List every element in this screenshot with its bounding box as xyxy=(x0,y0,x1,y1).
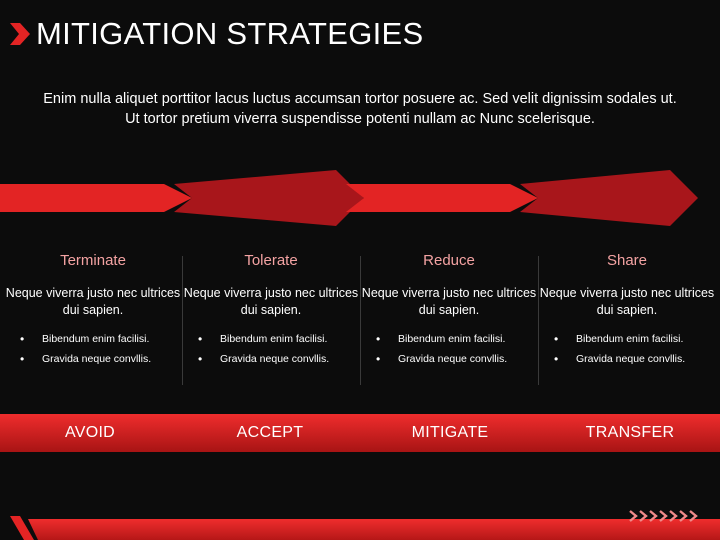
strategy-column xyxy=(4,250,182,385)
bullet-item: • Gravida neque convllis. xyxy=(182,353,360,365)
strategy-description: Neque viverra justo nec ultrices dui sapien. xyxy=(361,286,537,317)
strategy-bullets xyxy=(4,333,182,365)
band-label-mitigate: MITIGATE xyxy=(411,424,489,441)
strategy-title: Terminate xyxy=(60,252,126,269)
red-chevron-icon xyxy=(10,19,32,49)
action-band xyxy=(0,414,720,452)
strategy-description: Neque viverra justo nec ultrices dui sapien. xyxy=(539,286,715,317)
process-arrows xyxy=(0,170,720,226)
footer-bar xyxy=(28,519,720,540)
bullet-item: • Bibendum enim facilisi. xyxy=(182,333,360,345)
band-label-transfer: TRANSFER xyxy=(585,424,675,441)
page-title: MITIGATION STRATEGIES xyxy=(36,16,424,51)
bullet-item: • Gravida neque convllis. xyxy=(360,353,538,365)
strategy-description: Neque viverra justo nec ultrices dui sapien. xyxy=(5,286,181,317)
strategy-bullets xyxy=(538,333,716,365)
strategy-bullets xyxy=(360,333,538,365)
strategy-title: Tolerate xyxy=(244,252,298,269)
arrow-segment xyxy=(520,170,698,226)
bullet-item: • Gravida neque convllis. xyxy=(538,353,716,365)
footer-decoration xyxy=(0,505,720,540)
arrow-segment xyxy=(174,170,364,226)
arrow-segment xyxy=(346,184,538,212)
bullet-item: • Gravida neque convllis. xyxy=(4,353,182,365)
band-label-avoid: AVOID xyxy=(64,424,116,441)
strategy-column xyxy=(538,250,716,385)
intro-paragraph: Enim nulla aliquet porttitor lacus luctus accumsan tortor posuere ac. Sed velit dignissim sodales ut. Ut tortor pretium viverra suspendisse potenti nullam ac Nunc scelerisque. xyxy=(43,91,677,127)
strategy-columns xyxy=(4,250,716,385)
strategy-column xyxy=(360,250,538,385)
strategy-description: Neque viverra justo nec ultrices dui sapien. xyxy=(183,286,359,317)
bullet-item: • Bibendum enim facilisi. xyxy=(360,333,538,345)
strategy-title: Share xyxy=(606,252,648,269)
strategy-column xyxy=(182,250,360,385)
band-label-accept: ACCEPT xyxy=(236,424,304,441)
strategy-bullets xyxy=(182,333,360,365)
strategy-title: Reduce xyxy=(423,252,475,269)
title-bar xyxy=(10,14,424,54)
bullet-item: • Bibendum enim facilisi. xyxy=(538,333,716,345)
bullet-item: • Bibendum enim facilisi. xyxy=(4,333,182,345)
arrow-segment xyxy=(0,184,192,212)
